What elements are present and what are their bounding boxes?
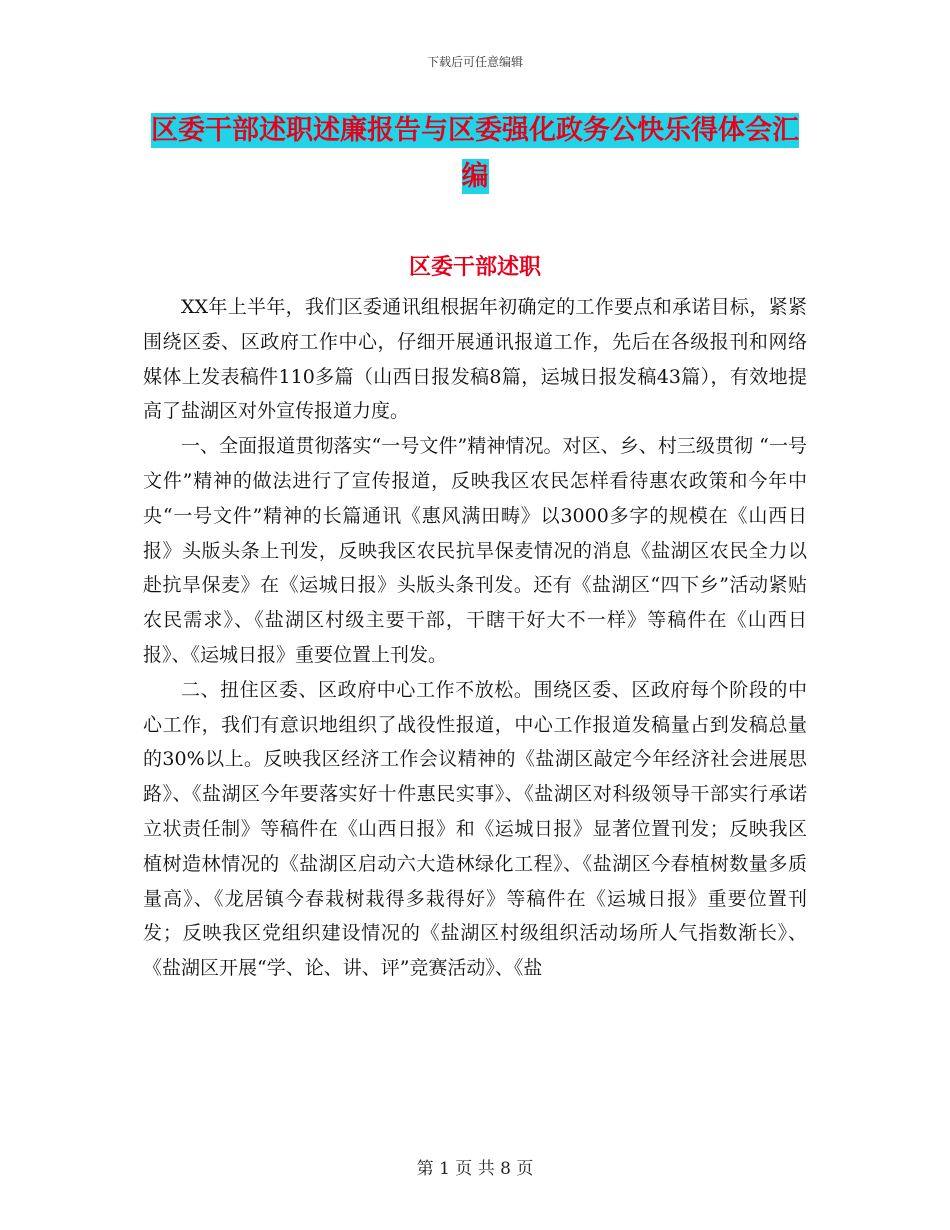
document-body [143,290,807,986]
page-footer: 第 1 页 共 8 页 [416,1159,534,1179]
document-title-text: 区委干部述职述廉报告与区委强化政务公快乐得体会汇编 [151,115,799,192]
section-title: 区委干部述职 [408,255,541,280]
document-title [140,108,810,200]
body-paragraph: 二、扭住区委、区政府中心工作不放松。围绕区委、区政府每个阶段的中心工作，我们有意识地组织了战役性报道，中心工作报道发稿量占到发稿总量的30%以上。反映我区经济工作会议精神的《盐湖区敲定今年经济社会进展思路》、《盐湖区今年要落实好十件惠民实事》、《盐湖区对科级领导干部实行承诺立状责任制》等稿件在《山西日报》和《运城日报》显著位置刊发；反映我区植树造林情况的《盐湖区启动六大造林绿化工程》、《盐湖区今春植树数量多质量高》、《龙居镇今春栽树栽得多栽得好》等稿件在《运城日报》重要位置刊发；反映我区党组织建设情况的《盐湖区村级组织活动场所人气指数渐长》、《盐湖区开展“学、论、讲、评”竞赛活动》、《盐 [143,678,807,980]
header-note: 下载后可任意编辑 [426,55,523,69]
body-paragraph: 一、全面报道贯彻落实“一号文件”精神情况。对区、乡、村三级贯彻 “一号文件”精神的做法进行了宣传报道，反映我区农民怎样看待惠农政策和今年中央“一号文件”精神的长篇通讯《惠风满田畴》以3000多字的规模在《山西日报》头版头条上刊发，反映我区农民抗旱保麦情况的消息《盐湖区农民全力以赴抗旱保麦》在《运城日报》头版头条刊发。还有《盐湖区“四下乡”活动紧贴农民需求》、《盐湖区村级主要干部，干瞎干好大不一样》等稿件在《山西日报》、《运城日报》重要位置上刊发。 [143,435,807,666]
body-paragraph: XX年上半年，我们区委通讯组根据年初确定的工作要点和承诺目标，紧紧围绕区委、区政府工作中心，仔细开展通讯报道工作，先后在各级报刊和网络媒体上发表稿件110多篇（山西日报发稿8篇，运城日报发稿43篇），有效地提高了盐湖区对外宣传报道力度。 [143,296,807,423]
